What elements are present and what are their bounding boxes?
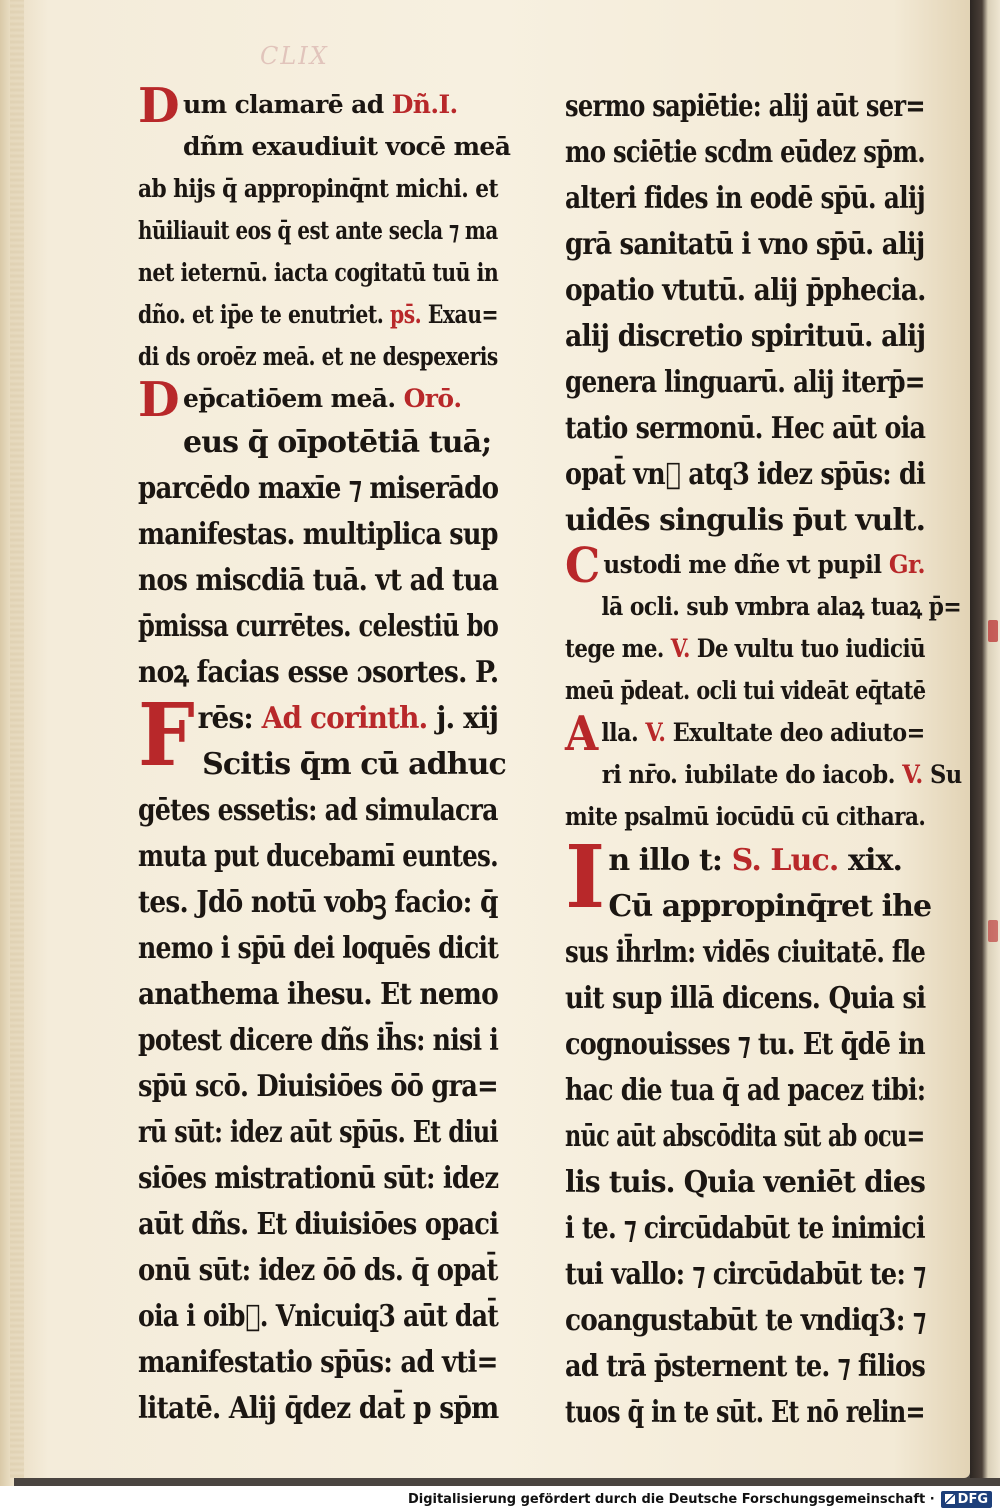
rubric-text: Ad corinth. (261, 701, 428, 736)
text-line (565, 930, 926, 976)
text-run: opat̄ vn᷒ atq3 idez sp̄ūs: di (565, 457, 925, 492)
text-line (565, 498, 926, 544)
text-run: potest dicere dñs ih̄s: nisi i (138, 1023, 499, 1058)
text-run: dñm exaudiuit vocē meā (183, 132, 511, 161)
text-line (138, 252, 499, 294)
rubricated-initial: D (138, 78, 180, 134)
text-run: tatio sermonū. Hec aūt oia (565, 411, 926, 446)
text-run: nūc aūt abscōdita sūt ab ocu= (565, 1119, 925, 1154)
text-line (138, 1340, 498, 1386)
text-run: tui vallo: ⁊ circūdabūt te: ⁊ (565, 1257, 926, 1292)
text-line (565, 176, 925, 222)
text-run: parcēdo maxīe ⁊ miserādo (138, 471, 499, 506)
text-run: ab hijs q̄ appropinq̄nt michi. et (138, 174, 499, 203)
text-run: siōes mistrationū sūt: idez (138, 1161, 499, 1196)
text-line (565, 268, 926, 314)
text-run: alteri fides in eodē sp̄ū. alij (565, 181, 925, 216)
text-run: nos miscdiā tuā. vt ad tua (138, 563, 498, 598)
text-run: tege me. (565, 634, 671, 663)
text-line (565, 796, 926, 838)
text-run: net ieternū. iacta cogitatū tuū in (138, 258, 499, 287)
text-line (138, 420, 498, 466)
text-run: mite psalmū iocūdū cū cithara. (565, 802, 926, 831)
text-run: nemo i sp̄ū dei loquēs dicit (138, 931, 499, 966)
text-run: manifestas. multiplica sup (138, 517, 498, 552)
text-run: uidēs singulis p̄ut vult. (565, 503, 926, 538)
text-run: di ds oroēz meā. et ne despexeris (138, 342, 498, 371)
facing-page-rubric-fragment (988, 620, 998, 642)
text-run: Cū appropinq̄ret ihe (608, 889, 932, 924)
text-run: De vultu tuo iudiciū (689, 634, 926, 663)
text-run: j. xij (427, 701, 499, 736)
text-line (138, 926, 499, 972)
rubric-text: ps̄. (389, 300, 422, 329)
text-run: cognouisses ⁊ tu. Et q̄dē in (565, 1027, 925, 1062)
text-run: gētes essetis: ad simulacra (138, 793, 498, 828)
text-run: litatē. Alij q̄dez dat̄ p sp̄m (138, 1391, 499, 1426)
digitization-footer (0, 1486, 1000, 1512)
text-line (138, 372, 498, 428)
text-line (565, 1390, 925, 1436)
text-line (565, 1114, 925, 1160)
text-run: genera linguarū. alij iterp̄= (565, 365, 925, 400)
text-run: sermo sapiētie: alij aūt ser= (565, 89, 925, 124)
text-line (565, 586, 962, 628)
text-run: dño. et ip̄e te enutriet. (138, 300, 390, 329)
funding-notice: Digitalisierung gefördert durch die Deutsche Forschungsgemeinschaft · (407, 1491, 935, 1507)
text-run: muta put ducebamī euntes. (138, 839, 498, 874)
text-run: onū sūt: idez ōō ds. q̄ opat̄ (138, 1253, 498, 1288)
text-line (565, 706, 925, 762)
text-line (138, 788, 498, 834)
text-run: anathema ihesu. Et nemo (138, 977, 498, 1012)
text-run: meū p̄deat. ocli tui videāt eq̄tatē (565, 676, 926, 705)
text-line (565, 1206, 925, 1252)
text-line (565, 1160, 926, 1206)
text-line (565, 538, 926, 594)
text-line (138, 834, 498, 880)
text-run: i te. ⁊ circūdabūt te inimici (565, 1211, 925, 1246)
facing-page-rubric-fragment (988, 920, 998, 942)
text-run: Scitis q̄m cū adhuc (202, 747, 506, 782)
text-run: lla. (601, 718, 646, 747)
text-line (138, 1018, 499, 1064)
rubric-text: V. (902, 760, 923, 789)
rubricated-initial: A (565, 706, 598, 762)
text-run: hac die tua q̄ ad pacez tibi: (565, 1073, 926, 1108)
rubric-text: V. (670, 634, 690, 663)
text-column-right (565, 84, 962, 1436)
rubric-text: S. Luc. (731, 843, 839, 878)
text-run: um clamarē ad (183, 90, 392, 119)
text-run: hūiliauit eos q̄ est ante secla ⁊ ma (138, 216, 498, 245)
text-run: rū sūt: idez aūt sp̄ūs. Et diui (138, 1115, 498, 1150)
text-line (138, 1386, 499, 1432)
text-column-left (138, 78, 511, 1432)
text-run: ri nr̄o. iubilate do iacob. (601, 760, 903, 789)
text-run: mo sciētie scdm eūdez sp̄m. (565, 135, 925, 170)
text-line (565, 1344, 926, 1390)
text-line (565, 130, 925, 176)
text-line (565, 314, 926, 360)
text-line (565, 406, 926, 452)
text-line (565, 754, 962, 796)
text-run: lā ocli. sub vmbra alaꝝ tuaꝝ p̄= (601, 592, 962, 621)
book-page (10, 0, 970, 1478)
rubric-text: Dñ.I. (391, 90, 458, 119)
text-line (565, 452, 925, 498)
text-line (138, 604, 499, 650)
text-run: ep̄catiōem meā. (183, 384, 404, 413)
text-run: ad trā p̄sternent te. ⁊ filios (565, 1349, 926, 1384)
page-stack-edge (10, 0, 24, 1478)
text-run: Exultate deo adiuto= (665, 718, 925, 747)
rubricated-initial: D (138, 372, 180, 428)
text-line (138, 880, 498, 926)
text-line (565, 1022, 925, 1068)
text-run: Su (922, 760, 962, 789)
text-run: lis tuis. Quia veniēt dies (565, 1165, 926, 1200)
text-run: p̄missa currētes. celestiū bo (138, 609, 499, 644)
text-line (138, 168, 499, 210)
text-line (138, 294, 499, 336)
text-run: tes. Jdō notū vobꝫ facio: q̄ (138, 885, 498, 920)
text-run: rēs: (197, 701, 262, 736)
text-run: tuos q̄ in te sūt. Et nō relin= (565, 1395, 925, 1430)
text-run: Exau= (421, 300, 499, 329)
text-line (138, 466, 499, 512)
text-line (138, 1248, 498, 1294)
text-run: coangustabūt te vndiq3: ⁊ (565, 1303, 926, 1338)
rubricated-initial: I (565, 827, 605, 928)
text-line (138, 512, 498, 558)
text-line (565, 222, 925, 268)
text-line (138, 78, 498, 134)
text-line (565, 84, 925, 130)
text-line (138, 1156, 499, 1202)
rubric-text: V. (645, 718, 666, 747)
text-line (138, 1294, 499, 1340)
dfg-logo-text: DFG (957, 1491, 988, 1507)
text-line (138, 336, 498, 378)
text-run: grā sanitatū i vno sp̄ū. alij (565, 227, 925, 262)
text-run: ustodi me dñe vt pupil (603, 550, 889, 579)
text-run: xix. (838, 843, 902, 878)
text-line (565, 976, 926, 1022)
text-line (138, 1110, 498, 1156)
text-run: n illo t: (608, 843, 732, 878)
text-run: alij discretio spirituū. alij (565, 319, 926, 354)
text-run: eus q̄ oīpotētiā tuā; (183, 425, 492, 460)
dfg-logo (941, 1491, 992, 1508)
text-line (565, 628, 926, 670)
dfg-mark-icon (945, 1494, 955, 1504)
text-run: oia i oib᷒. Vnicuiq3 aūt dat̄ (138, 1299, 499, 1334)
text-line (565, 884, 932, 930)
text-line (565, 1068, 926, 1114)
text-line (138, 126, 511, 168)
text-run: opatio vtutū. alij p̄phecia. (565, 273, 926, 308)
text-line (138, 1064, 498, 1110)
text-run: manifestatio sp̄ūs: ad vti= (138, 1345, 498, 1380)
folio-number: CLIX (260, 42, 329, 70)
facing-page-edge (970, 0, 1000, 1478)
text-line (138, 1202, 499, 1248)
text-line (565, 1298, 926, 1344)
text-line (138, 558, 498, 604)
text-line (138, 972, 498, 1018)
text-line (565, 670, 926, 712)
rubricated-initial: F (138, 685, 194, 786)
text-run: noꝝ facias esse ɔsortes. P. (138, 655, 499, 690)
text-run: aūt dñs. Et diuisiōes opaci (138, 1207, 499, 1242)
rubric-text: Orō. (403, 384, 462, 413)
rubricated-initial: C (565, 538, 600, 594)
text-run: uit sup illā dicens. Quia si (565, 981, 926, 1016)
text-run: sus ih̄rlm: vidēs ciuitatē. fle (565, 935, 926, 970)
text-line (565, 360, 925, 406)
text-run: sp̄ū scō. Diuisiōes ōō gra= (138, 1069, 498, 1104)
rubric-text: Gr. (888, 550, 926, 579)
text-line (138, 210, 498, 252)
text-line (565, 1252, 926, 1298)
